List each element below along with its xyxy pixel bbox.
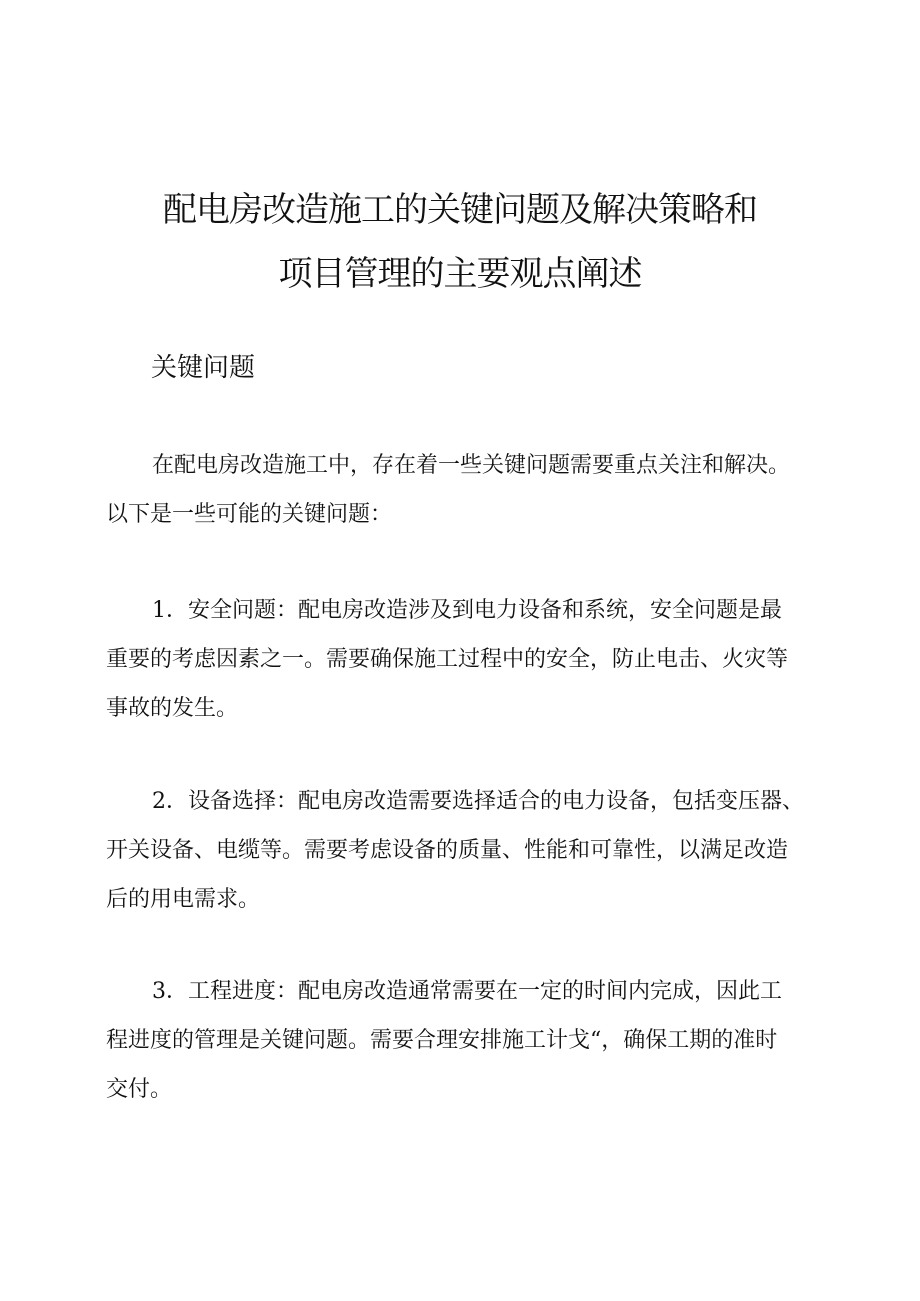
list-item-line: 1．安全问题：配电房改造涉及到电力设备和系统，安全问题是最	[152, 598, 782, 623]
list-item-line: 2．设备选择：配电房改造需要选择适合的电力设备，包括变压器、	[152, 789, 804, 814]
list-item-line: 重要的考虑因素之一。需要确保施工过程中的安全，防止电击、火灾等	[106, 647, 789, 672]
list-item-line: 开关设备、电缆等。需要考虑设备的质量、性能和可靠性，以满足改造	[106, 838, 789, 863]
title-line-1: 配电房改造施工的关键问题及解决策略和	[163, 190, 757, 230]
list-item-line: 后的用电需求。	[106, 887, 261, 912]
intro-paragraph	[106, 441, 826, 539]
list-item-schedule	[106, 967, 826, 1114]
list-item-line: 交付。	[106, 1077, 173, 1102]
intro-line-2: 以下是一些可能的关键问题：	[106, 502, 393, 527]
list-item-safety	[106, 586, 826, 733]
list-item-line: 事故的发生。	[106, 696, 239, 721]
title-line-2: 项目管理的主要观点阐述	[278, 254, 642, 294]
list-item-line: 3．工程进度：配电房改造通常需要在一定的时间内完成，因此工	[152, 979, 782, 1004]
intro-line-1: 在配电房改造施工中，存在着一些关键问题需要重点关注和解决。	[152, 453, 791, 478]
list-item-equipment	[106, 777, 826, 924]
section-heading: 关键问题	[151, 353, 256, 383]
document-title	[0, 178, 920, 306]
list-item-line: 程进度的管理是关键问题。需要合理安排施工计戈“，确保工期的准时	[106, 1028, 778, 1053]
